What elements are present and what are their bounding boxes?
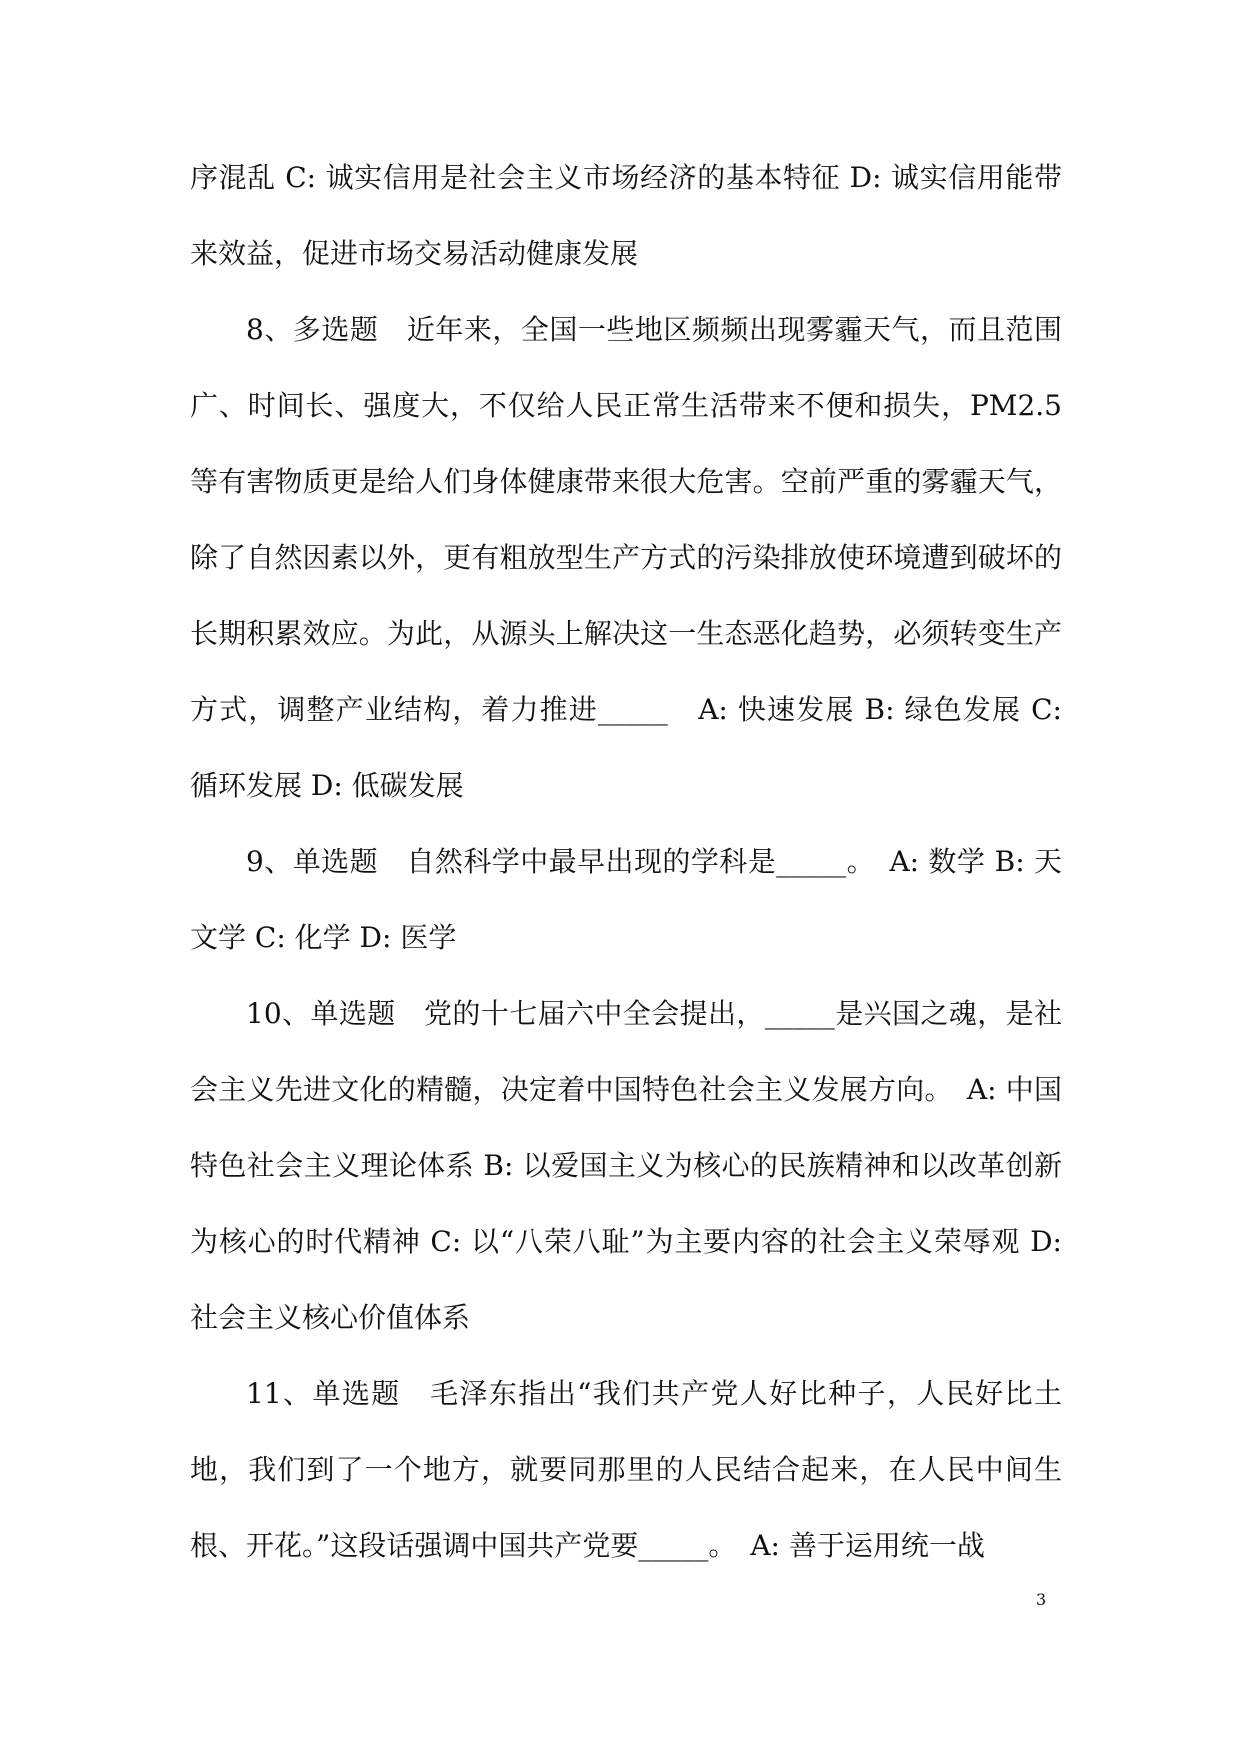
question-11: 11、单选题 毛泽东指出“我们共产党人好比种子，人民好比土地，我们到了一个地方，就要同那里的人民结合起来，在人民中间生根、开花。”这段话强调中国共产党要_____。 A: 善于运用统一战 <box>190 1377 1062 1562</box>
body-text <box>190 140 1062 1584</box>
page-number: 3 <box>1036 1590 1047 1609</box>
question-8: 8、多选题 近年来，全国一些地区频频出现雾霾天气，而且范围广、时间长、强度大，不仅给人民正常生活带来不便和损失，PM2.5 等有害物质更是给人们身体健康带来很大危害。空前严重的雾霾天气，除了自然因素以外，更有粗放型生产方式的污染排放使环境遭到破坏的长期积累效应。为此，从源头上解决这一生态恶化趋势，必须转变生产方式，调整产业结构，着力推进_____ A: 快速发展 B: 绿色发展 C: 循环发展 D: 低碳发展 <box>190 313 1062 802</box>
paragraph-continuation: 序混乱 C: 诚实信用是社会主义市场经济的基本特征 D: 诚实信用能带来效益，促进市场交易活动健康发展 <box>190 161 1062 270</box>
question-10: 10、单选题 党的十七届六中全会提出，_____是兴国之魂，是社会主义先进文化的精髓，决定着中国特色社会主义发展方向。 A: 中国特色社会主义理论体系 B: 以爱国主义为核心的民族精神和以改革创新为核心的时代精神 C: 以“八荣八耻”为主要内容的社会主义荣辱观 D: 社会主义核心价值体系 <box>190 997 1062 1334</box>
question-9: 9、单选题 自然科学中最早出现的学科是_____。 A: 数学 B: 天文学 C: 化学 D: 医学 <box>190 845 1062 954</box>
